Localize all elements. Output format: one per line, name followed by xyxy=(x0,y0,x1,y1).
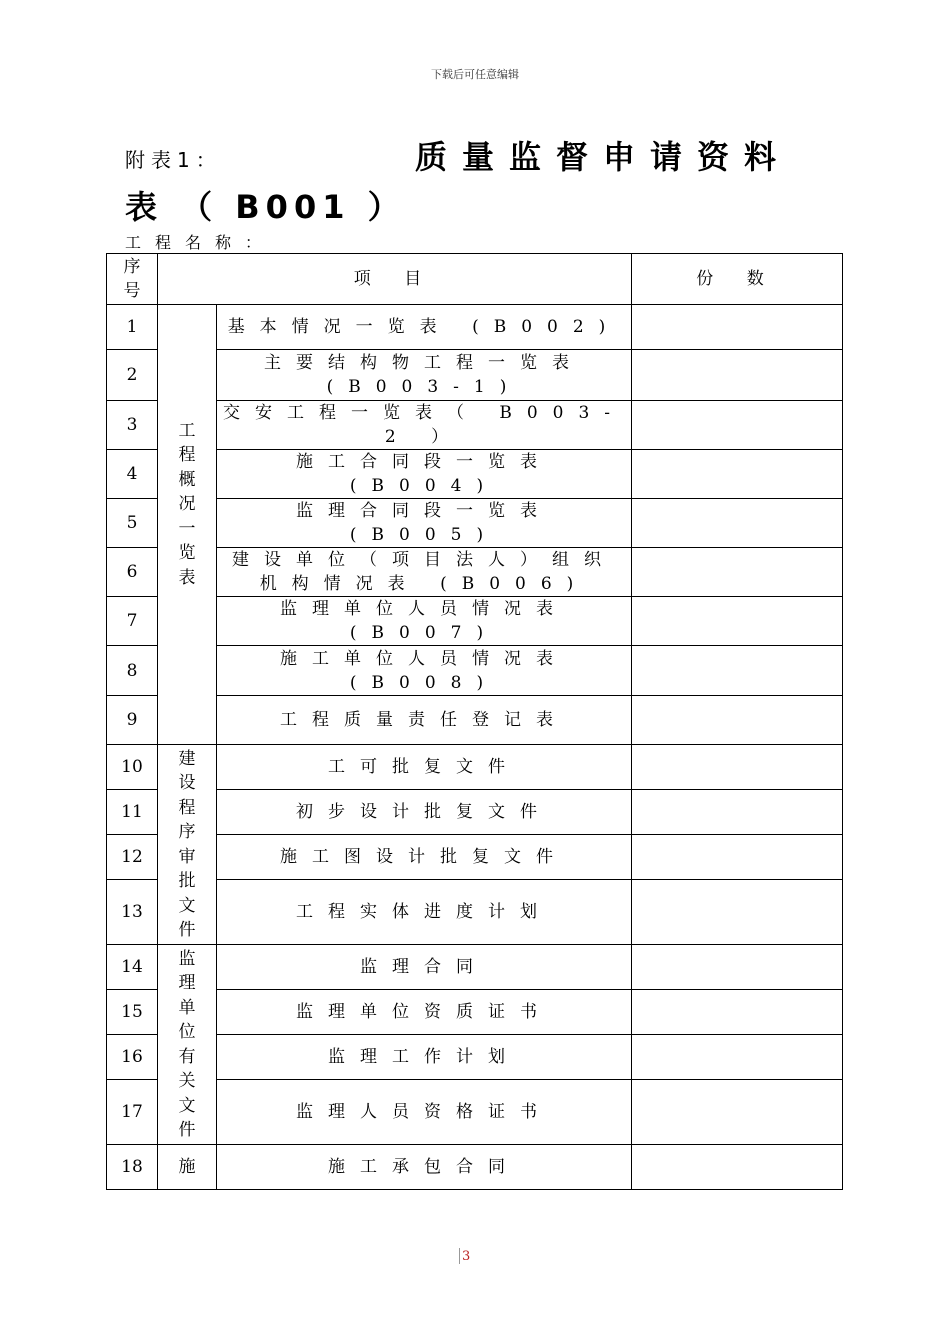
table-row xyxy=(107,401,843,450)
page-number-divider xyxy=(459,1248,460,1264)
page-title-continued: 表 （ B001 ） xyxy=(125,188,406,226)
row-count[interactable] xyxy=(632,499,843,548)
row-count[interactable] xyxy=(632,745,843,790)
table-row xyxy=(107,350,843,401)
row-item: 工可批复文件 xyxy=(217,745,632,790)
row-no: 8 xyxy=(107,646,158,696)
page-number: 3 xyxy=(462,1249,471,1264)
title-line xyxy=(125,132,825,176)
row-item: 监理合同段一览表 (B005) xyxy=(217,499,632,548)
table-row xyxy=(107,790,843,835)
row-no: 3 xyxy=(107,401,158,450)
table-row xyxy=(107,696,843,745)
table-row xyxy=(107,745,843,790)
row-no: 6 xyxy=(107,548,158,597)
row-count[interactable] xyxy=(632,696,843,745)
row-item: 施工图设计批复文件 xyxy=(217,835,632,880)
row-no: 14 xyxy=(107,945,158,990)
row-count[interactable] xyxy=(632,305,843,350)
row-no: 9 xyxy=(107,696,158,745)
table-row xyxy=(107,990,843,1035)
page-title: 质量监督申请资料 xyxy=(415,138,792,176)
row-no: 2 xyxy=(107,350,158,401)
table-row xyxy=(107,597,843,646)
row-item: 监理单位资质证书 xyxy=(217,990,632,1035)
row-count[interactable] xyxy=(632,835,843,880)
category-cell: 工程概况一览表 xyxy=(158,305,217,745)
row-no: 5 xyxy=(107,499,158,548)
row-no: 10 xyxy=(107,745,158,790)
row-item: 监理工作计划 xyxy=(217,1035,632,1080)
table-row xyxy=(107,548,843,597)
row-no: 17 xyxy=(107,1080,158,1145)
category-cell: 监理单位有关文件 xyxy=(158,945,217,1145)
row-count[interactable] xyxy=(632,548,843,597)
materials-table xyxy=(106,253,843,1190)
row-count[interactable] xyxy=(632,597,843,646)
row-count[interactable] xyxy=(632,450,843,499)
category-cell: 建设程序审批文件 xyxy=(158,745,217,945)
header-item: 项 目 xyxy=(158,254,632,305)
table-row xyxy=(107,1035,843,1080)
row-item: 主要结构物工程一览表 (B003-1) xyxy=(217,350,632,401)
category-cell: 施 xyxy=(158,1145,217,1190)
table-row xyxy=(107,1145,843,1190)
header-no: 序号 xyxy=(107,254,158,305)
table-row xyxy=(107,305,843,350)
project-name-label: 工程名称： xyxy=(125,233,276,252)
table-row xyxy=(107,835,843,880)
row-item: 监理合同 xyxy=(217,945,632,990)
row-item: 施工合同段一览表 (B004) xyxy=(217,450,632,499)
row-item: 工程质量责任登记表 xyxy=(217,696,632,745)
row-no: 18 xyxy=(107,1145,158,1190)
row-item: 工程实体进度计划 xyxy=(217,880,632,945)
row-no: 16 xyxy=(107,1035,158,1080)
row-count[interactable] xyxy=(632,1080,843,1145)
row-item: 基本情况一览表 (B002) xyxy=(217,305,632,350)
row-item: 初步设计批复文件 xyxy=(217,790,632,835)
row-count[interactable] xyxy=(632,880,843,945)
attachment-label: 附表1： xyxy=(125,148,222,172)
header-count: 份 数 xyxy=(632,254,843,305)
row-count[interactable] xyxy=(632,1035,843,1080)
row-no: 13 xyxy=(107,880,158,945)
row-count[interactable] xyxy=(632,401,843,450)
table-row xyxy=(107,646,843,696)
table-header-row xyxy=(107,254,843,305)
table-row xyxy=(107,880,843,945)
row-no: 7 xyxy=(107,597,158,646)
row-item: 监理单位人员情况表 (B007) xyxy=(217,597,632,646)
table-row xyxy=(107,945,843,990)
row-no: 11 xyxy=(107,790,158,835)
row-no: 4 xyxy=(107,450,158,499)
row-item: 监理人员资格证书 xyxy=(217,1080,632,1145)
row-count[interactable] xyxy=(632,990,843,1035)
row-count[interactable] xyxy=(632,790,843,835)
row-count[interactable] xyxy=(632,646,843,696)
row-count[interactable] xyxy=(632,350,843,401)
row-item: 施工单位人员情况表 (B008) xyxy=(217,646,632,696)
row-count[interactable] xyxy=(632,945,843,990)
row-count[interactable] xyxy=(632,1145,843,1190)
row-no: 1 xyxy=(107,305,158,350)
row-item: 施工承包合同 xyxy=(217,1145,632,1190)
row-item: 建设单位（项目法人）组织机构情况表 (B006) xyxy=(217,548,632,597)
row-no: 12 xyxy=(107,835,158,880)
header-note: 下载后可任意编辑 xyxy=(431,68,519,81)
row-item: 交安工程一览表（ B003-2 ） xyxy=(217,401,632,450)
row-no: 15 xyxy=(107,990,158,1035)
table-row xyxy=(107,450,843,499)
table-row xyxy=(107,1080,843,1145)
table-row xyxy=(107,499,843,548)
